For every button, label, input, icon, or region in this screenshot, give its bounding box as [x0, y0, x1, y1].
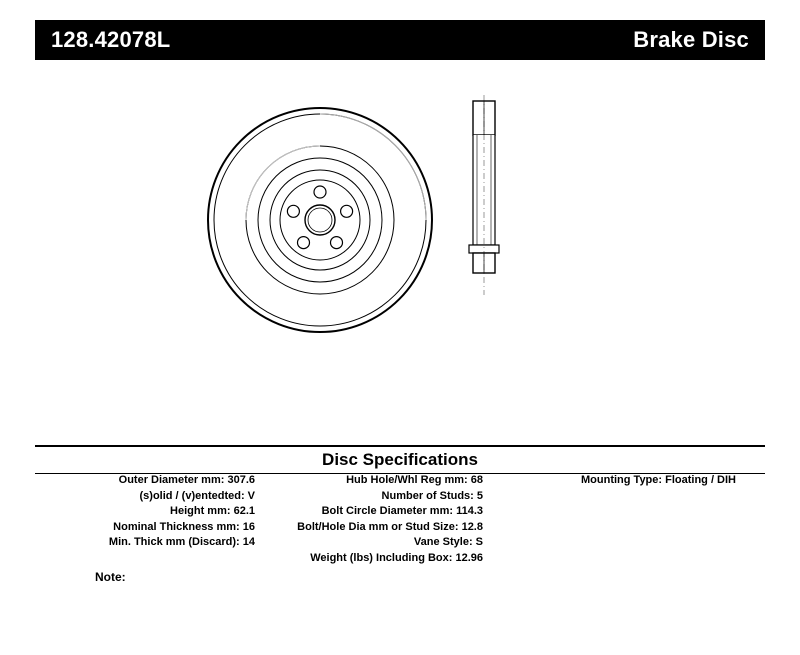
- rotor-face-view: [200, 100, 440, 345]
- spec-header: [35, 445, 765, 474]
- technical-drawing: [35, 75, 765, 430]
- spec-column-middle: [263, 473, 483, 566]
- spec-item: Bolt/Hole Dia mm or Stud Size: 12.8: [297, 520, 483, 533]
- spec-item: Min. Thick mm (Discard): 14: [108, 536, 255, 548]
- header-bar: [35, 20, 765, 60]
- product-type-label: Brake Disc: [633, 27, 749, 52]
- rotor-edge-view: [455, 95, 515, 300]
- spec-item: Hub Hole/Whl Reg mm: 68: [346, 474, 483, 486]
- spec-item: Number of Studs: 5: [381, 489, 483, 502]
- spec-item: Height mm: 62.1: [170, 505, 255, 517]
- spec-body: [35, 473, 765, 593]
- part-number: 128.42078L: [51, 27, 171, 52]
- spec-item: (s)olid / (v)entedted: V: [139, 489, 255, 502]
- spec-column-right: [491, 473, 765, 489]
- spec-item: Bolt Circle Diameter mm: 114.3: [321, 505, 483, 517]
- spec-title: Disc Specifications: [322, 450, 478, 469]
- spec-item: Weight (lbs) Including Box: 12.96: [310, 551, 483, 564]
- spec-item: Nominal Thickness mm: 16: [113, 520, 255, 533]
- spec-item: Outer Diameter mm: 307.6: [118, 474, 255, 486]
- spec-item: Mounting Type: Floating / DIH: [581, 474, 736, 486]
- spec-item: Vane Style: S: [413, 536, 483, 548]
- note-label: Note:: [95, 570, 126, 584]
- spec-column-left: [35, 473, 255, 551]
